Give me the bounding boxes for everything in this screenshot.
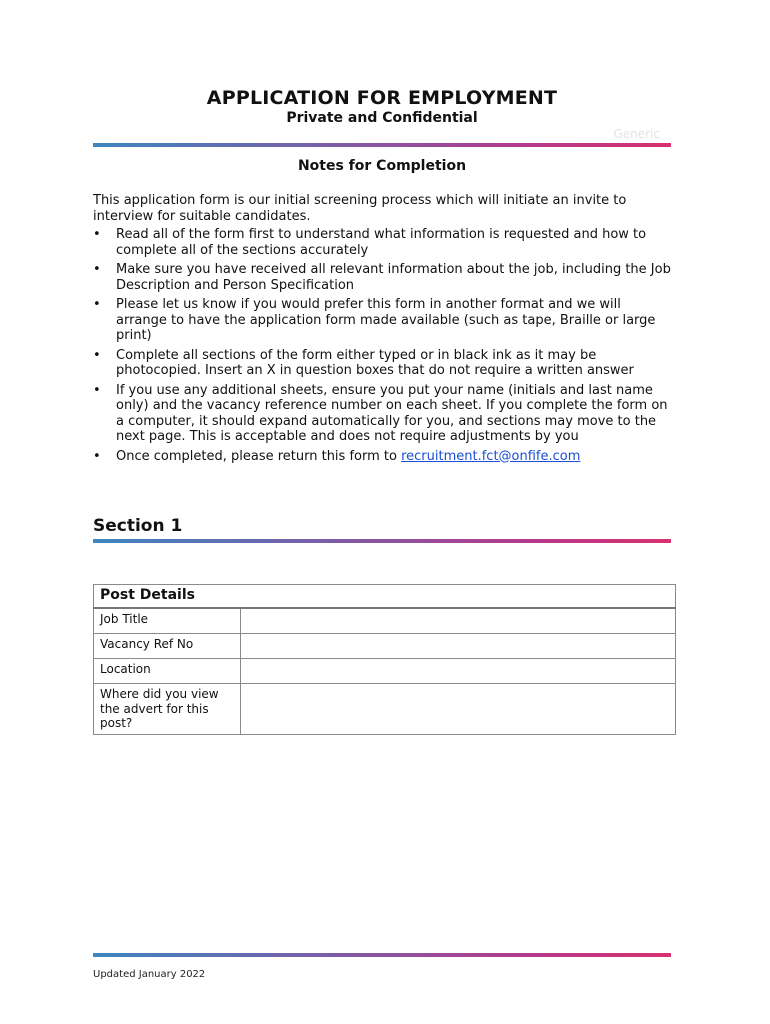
footer-updated: Updated January 2022 bbox=[93, 969, 206, 980]
list-item bbox=[93, 348, 671, 379]
field-label: Job Title bbox=[94, 608, 241, 634]
table-row bbox=[94, 634, 676, 659]
notes-heading: Notes for Completion bbox=[297, 158, 467, 174]
list-item-text: Please let us know if you would prefer this form in another format and we will arrange to have the application form made available (such as tape, Braille or large print) bbox=[116, 297, 656, 343]
field-label: Location bbox=[94, 659, 241, 684]
page-title: APPLICATION FOR EMPLOYMENT bbox=[206, 87, 558, 109]
list-item-text: Make sure you have received all relevant information about the job, including the Job Description and Person Specification bbox=[116, 262, 671, 293]
application-form-page bbox=[93, 0, 671, 1024]
section-divider bbox=[93, 539, 671, 543]
classification-label: Generic bbox=[613, 127, 660, 141]
page-subtitle: Private and Confidential bbox=[286, 110, 478, 126]
bullet-icon: • bbox=[93, 262, 101, 277]
location-field[interactable] bbox=[241, 659, 676, 684]
notes-list bbox=[93, 227, 671, 468]
list-item-text: Complete all sections of the form either typed or in black ink as it may be photocopied. Insert an X in question boxes that do not require a written answer bbox=[116, 347, 634, 378]
list-item bbox=[93, 297, 671, 344]
job-title-field[interactable] bbox=[241, 608, 676, 634]
header-divider bbox=[93, 143, 671, 147]
list-item bbox=[93, 227, 671, 258]
list-item bbox=[93, 383, 671, 445]
list-item bbox=[93, 449, 671, 465]
table-row bbox=[94, 608, 676, 634]
section-title: Section 1 bbox=[93, 516, 183, 536]
bullet-icon: • bbox=[93, 448, 101, 464]
table-row bbox=[94, 659, 676, 684]
list-item-text: Once completed, please return this form to bbox=[116, 448, 402, 464]
email-link[interactable]: recruitment.fct@onfife.com bbox=[401, 448, 581, 464]
field-label: Vacancy Ref No bbox=[94, 634, 241, 659]
notes-intro: This application form is our initial screening process which will initiate an invite to interview for suitable candidates. bbox=[93, 193, 627, 224]
bullet-icon: • bbox=[93, 297, 101, 312]
list-item bbox=[93, 262, 671, 293]
table-row bbox=[94, 684, 676, 735]
table-heading: Post Details bbox=[94, 585, 676, 609]
footer-divider bbox=[93, 953, 671, 957]
post-details-table bbox=[93, 584, 676, 735]
list-item-text: Read all of the form first to understand what information is requested and how to complete all of the sections accurately bbox=[116, 227, 647, 258]
bullet-icon: • bbox=[93, 227, 101, 242]
field-label: Where did you view the advert for this post? bbox=[94, 684, 241, 735]
vacancy-ref-field[interactable] bbox=[241, 634, 676, 659]
bullet-icon: • bbox=[93, 382, 101, 398]
bullet-icon: • bbox=[93, 347, 101, 363]
advert-source-field[interactable] bbox=[241, 684, 676, 735]
list-item-text: If you use any additional sheets, ensure you put your name (initials and last name only) and the vacancy reference number on each sheet. If you complete the form on a computer, it should expand automatically for you, and sections may move to the next page. This is acceptable and does not require adjustments by you bbox=[116, 382, 668, 444]
